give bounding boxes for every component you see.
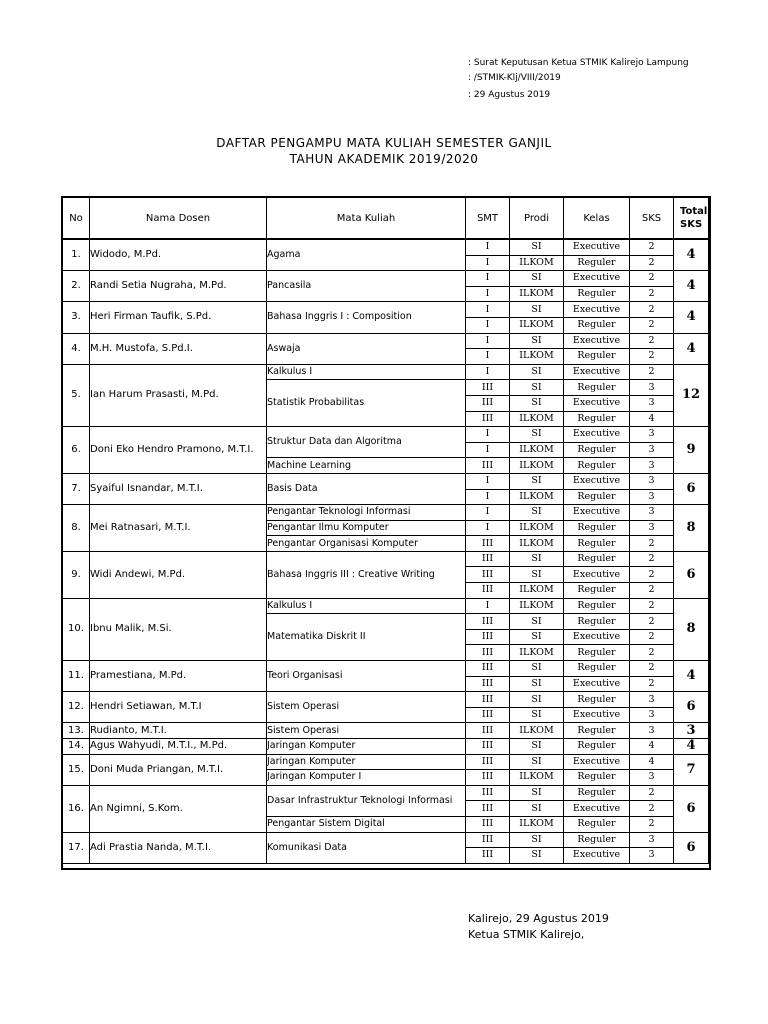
lecturer-name: Doni Eko Hendro Pramono, M.T.I.	[90, 427, 267, 474]
prodi-cell: SI	[510, 395, 564, 411]
sks-cell: 2	[630, 785, 674, 801]
semester-cell: III	[466, 692, 510, 708]
semester-cell: III	[466, 458, 510, 474]
kelas-cell: Reguler	[564, 661, 630, 677]
course-name: Jaringan Komputer	[267, 754, 466, 770]
prodi-cell: ILKOM	[510, 520, 564, 536]
row-number: 5.	[63, 364, 90, 426]
total-sks-cell: 8	[674, 505, 709, 552]
sks-cell: 2	[630, 317, 674, 333]
prodi-cell: SI	[510, 473, 564, 489]
semester-cell: I	[466, 489, 510, 505]
total-sks-cell: 4	[674, 271, 709, 302]
sks-cell: 2	[630, 816, 674, 832]
sks-cell: 3	[630, 692, 674, 708]
semester-cell: I	[466, 505, 510, 521]
lecturer-name: Hendri Setiawan, M.T.I	[90, 692, 267, 723]
row-number: 14.	[63, 739, 90, 755]
sks-cell: 2	[630, 286, 674, 302]
sks-cell: 2	[630, 598, 674, 614]
prodi-cell: SI	[510, 848, 564, 864]
total-sks-cell: 4	[674, 661, 709, 692]
semester-cell: I	[466, 271, 510, 287]
lecturer-name: Adi Prastia Nanda, M.T.I.	[90, 832, 267, 863]
lecturer-name: Heri Firman Taufik, S.Pd.	[90, 302, 267, 333]
prodi-cell: SI	[510, 692, 564, 708]
course-name: Komunikasi Data	[267, 832, 466, 863]
kelas-cell: Reguler	[564, 832, 630, 848]
prodi-cell: SI	[510, 661, 564, 677]
sks-cell: 2	[630, 536, 674, 552]
prodi-cell: SI	[510, 832, 564, 848]
lecturer-name: Randi Setia Nugraha, M.Pd.	[90, 271, 267, 302]
lecturer-name: Doni Muda Priangan, M.T.I.	[90, 754, 267, 785]
prodi-cell: SI	[510, 567, 564, 583]
kelas-cell: Executive	[564, 707, 630, 723]
course-name: Jaringan Komputer	[267, 739, 466, 755]
signature-place-date: Kalirejo, 29 Agustus 2019	[468, 912, 609, 925]
row-number: 4.	[63, 333, 90, 364]
sks-cell: 2	[630, 629, 674, 645]
total-sks-cell: 8	[674, 598, 709, 660]
sks-cell: 3	[630, 380, 674, 396]
row-number: 10.	[63, 598, 90, 660]
semester-cell: III	[466, 785, 510, 801]
lecturer-name: Widodo, M.Pd.	[90, 239, 267, 271]
course-name: Struktur Data dan Algoritma	[267, 427, 466, 458]
row-number: 8.	[63, 505, 90, 552]
kelas-cell: Executive	[564, 848, 630, 864]
semester-cell: I	[466, 302, 510, 318]
table-row	[63, 364, 709, 380]
kelas-cell: Executive	[564, 473, 630, 489]
semester-cell: I	[466, 317, 510, 333]
prodi-cell: ILKOM	[510, 723, 564, 739]
lecturer-name: Widi Andewi, M.Pd.	[90, 551, 267, 598]
kelas-cell: Reguler	[564, 411, 630, 427]
kelas-cell: Reguler	[564, 380, 630, 396]
col-header-kelas: Kelas	[564, 198, 630, 240]
prodi-cell: ILKOM	[510, 349, 564, 365]
semester-cell: I	[466, 349, 510, 365]
semester-cell: III	[466, 629, 510, 645]
table-row	[63, 473, 709, 489]
lecturer-name: Ibnu Malik, M.Si.	[90, 598, 267, 660]
total-sks-cell: 4	[674, 333, 709, 364]
semester-cell: III	[466, 676, 510, 692]
prodi-cell: ILKOM	[510, 645, 564, 661]
col-header-total-sks: Total SKS	[674, 198, 709, 240]
prodi-cell: ILKOM	[510, 583, 564, 599]
semester-cell: I	[466, 473, 510, 489]
total-sks-cell: 6	[674, 473, 709, 504]
lecturer-name: Pramestiana, M.Pd.	[90, 661, 267, 692]
sks-cell: 2	[630, 364, 674, 380]
semester-cell: III	[466, 567, 510, 583]
table-row	[63, 427, 709, 443]
prodi-cell: SI	[510, 785, 564, 801]
row-number: 1.	[63, 239, 90, 271]
prodi-cell: ILKOM	[510, 536, 564, 552]
table-row	[63, 271, 709, 287]
course-name: Agama	[267, 239, 466, 271]
course-name: Pancasila	[267, 271, 466, 302]
semester-cell: III	[466, 832, 510, 848]
table-header-row	[63, 198, 709, 240]
sks-cell: 3	[630, 723, 674, 739]
course-name: Dasar Infrastruktur Teknologi Informasi	[267, 785, 466, 816]
sks-cell: 3	[630, 458, 674, 474]
kelas-cell: Reguler	[564, 442, 630, 458]
kelas-cell: Reguler	[564, 614, 630, 630]
kelas-cell: Executive	[564, 505, 630, 521]
kelas-cell: Reguler	[564, 645, 630, 661]
lecturer-name: Ian Harum Prasasti, M.Pd.	[90, 364, 267, 426]
prodi-cell: SI	[510, 302, 564, 318]
semester-cell: I	[466, 598, 510, 614]
course-name: Sistem Operasi	[267, 692, 466, 723]
table-row	[63, 739, 709, 755]
prodi-cell: SI	[510, 707, 564, 723]
row-number: 9.	[63, 551, 90, 598]
kelas-cell: Reguler	[564, 317, 630, 333]
table-row	[63, 692, 709, 708]
total-sks-cell: 12	[674, 364, 709, 426]
table-row	[63, 302, 709, 318]
table-row	[63, 723, 709, 739]
table-row	[63, 661, 709, 677]
sks-cell: 3	[630, 707, 674, 723]
prodi-cell: SI	[510, 505, 564, 521]
sks-cell: 2	[630, 239, 674, 255]
total-sks-cell: 6	[674, 832, 709, 863]
row-number: 16.	[63, 785, 90, 832]
prodi-cell: SI	[510, 614, 564, 630]
prodi-cell: SI	[510, 364, 564, 380]
col-header-no: No	[63, 198, 90, 240]
table-row	[63, 754, 709, 770]
course-name: Pengantar Teknologi Informasi	[267, 505, 466, 521]
kelas-cell: Executive	[564, 302, 630, 318]
total-sks-cell: 9	[674, 427, 709, 474]
semester-cell: III	[466, 707, 510, 723]
course-name: Pengantar Ilmu Komputer	[267, 520, 466, 536]
sks-cell: 4	[630, 754, 674, 770]
prodi-cell: SI	[510, 427, 564, 443]
prodi-cell: SI	[510, 801, 564, 817]
col-header-sks: SKS	[630, 198, 674, 240]
lecturer-assignment-table	[62, 197, 709, 864]
col-header-mata-kuliah: Mata Kuliah	[267, 198, 466, 240]
total-sks-cell: 4	[674, 739, 709, 755]
sks-cell: 2	[630, 676, 674, 692]
prodi-cell: ILKOM	[510, 411, 564, 427]
kelas-cell: Reguler	[564, 723, 630, 739]
row-number: 17.	[63, 832, 90, 863]
course-name: Pengantar Sistem Digital	[267, 816, 466, 832]
semester-cell: III	[466, 739, 510, 755]
table-row	[63, 832, 709, 848]
kelas-cell: Executive	[564, 395, 630, 411]
kelas-cell: Executive	[564, 629, 630, 645]
prodi-cell: SI	[510, 676, 564, 692]
kelas-cell: Executive	[564, 676, 630, 692]
semester-cell: I	[466, 364, 510, 380]
document-subtitle: TAHUN AKADEMIK 2019/2020	[289, 152, 479, 166]
semester-cell: I	[466, 333, 510, 349]
decree-number: : /STMIK-Klj/VIII/2019	[468, 73, 561, 83]
kelas-cell: Reguler	[564, 551, 630, 567]
semester-cell: III	[466, 551, 510, 567]
kelas-cell: Reguler	[564, 739, 630, 755]
course-name: Basis Data	[267, 473, 466, 504]
kelas-cell: Reguler	[564, 286, 630, 302]
semester-cell: I	[466, 255, 510, 271]
semester-cell: III	[466, 801, 510, 817]
row-number: 2.	[63, 271, 90, 302]
row-number: 6.	[63, 427, 90, 474]
prodi-cell: SI	[510, 551, 564, 567]
prodi-cell: SI	[510, 754, 564, 770]
total-sks-cell: 4	[674, 239, 709, 271]
sks-cell: 2	[630, 583, 674, 599]
sks-cell: 2	[630, 661, 674, 677]
document-title: DAFTAR PENGAMPU MATA KULIAH SEMESTER GANJIL	[216, 136, 552, 150]
semester-cell: I	[466, 520, 510, 536]
sks-cell: 3	[630, 395, 674, 411]
course-name: Statistik Probabilitas	[267, 380, 466, 427]
semester-cell: III	[466, 848, 510, 864]
semester-cell: III	[466, 380, 510, 396]
kelas-cell: Executive	[564, 567, 630, 583]
course-name: Sistem Operasi	[267, 723, 466, 739]
total-sks-cell: 7	[674, 754, 709, 785]
decree-reference: : Surat Keputusan Ketua STMIK Kalirejo Lampung	[468, 58, 689, 68]
kelas-cell: Reguler	[564, 785, 630, 801]
sks-cell: 3	[630, 848, 674, 864]
course-name: Aswaja	[267, 333, 466, 364]
sks-cell: 3	[630, 489, 674, 505]
total-sks-cell: 3	[674, 723, 709, 739]
semester-cell: III	[466, 770, 510, 786]
sks-cell: 2	[630, 302, 674, 318]
sks-cell: 3	[630, 770, 674, 786]
sks-cell: 3	[630, 442, 674, 458]
sks-cell: 3	[630, 427, 674, 443]
semester-cell: I	[466, 286, 510, 302]
prodi-cell: SI	[510, 739, 564, 755]
prodi-cell: SI	[510, 271, 564, 287]
lecturer-name: Syaiful Isnandar, M.T.I.	[90, 473, 267, 504]
table-row	[63, 239, 709, 255]
row-number: 12.	[63, 692, 90, 723]
prodi-cell: ILKOM	[510, 442, 564, 458]
course-name: Bahasa Inggris III : Creative Writing	[267, 551, 466, 598]
sks-cell: 3	[630, 505, 674, 521]
semester-cell: I	[466, 427, 510, 443]
prodi-cell: ILKOM	[510, 458, 564, 474]
decree-date: : 29 Agustus 2019	[468, 90, 551, 100]
row-number: 15.	[63, 754, 90, 785]
semester-cell: I	[466, 239, 510, 255]
total-sks-cell: 6	[674, 692, 709, 723]
sks-cell: 2	[630, 801, 674, 817]
kelas-cell: Executive	[564, 333, 630, 349]
prodi-cell: ILKOM	[510, 816, 564, 832]
kelas-cell: Reguler	[564, 520, 630, 536]
total-sks-cell: 6	[674, 785, 709, 832]
kelas-cell: Reguler	[564, 255, 630, 271]
total-sks-cell: 4	[674, 302, 709, 333]
row-number: 7.	[63, 473, 90, 504]
sks-cell: 2	[630, 349, 674, 365]
sks-cell: 2	[630, 255, 674, 271]
col-header-nama-dosen: Nama Dosen	[90, 198, 267, 240]
lecturer-name: Rudianto, M.T.I.	[90, 723, 267, 739]
prodi-cell: ILKOM	[510, 489, 564, 505]
kelas-cell: Executive	[564, 364, 630, 380]
prodi-cell: ILKOM	[510, 317, 564, 333]
table-body	[63, 239, 709, 863]
semester-cell: III	[466, 645, 510, 661]
semester-cell: III	[466, 614, 510, 630]
prodi-cell: ILKOM	[510, 286, 564, 302]
sks-cell: 2	[630, 614, 674, 630]
sks-cell: 2	[630, 271, 674, 287]
table-row	[63, 505, 709, 521]
row-number: 3.	[63, 302, 90, 333]
kelas-cell: Reguler	[564, 536, 630, 552]
lecturer-name: Mei Ratnasari, M.T.I.	[90, 505, 267, 552]
signature-title: Ketua STMIK Kalirejo,	[468, 928, 585, 941]
semester-cell: III	[466, 583, 510, 599]
semester-cell: III	[466, 395, 510, 411]
semester-cell: III	[466, 723, 510, 739]
semester-cell: III	[466, 816, 510, 832]
kelas-cell: Reguler	[564, 349, 630, 365]
table-row	[63, 551, 709, 567]
sks-cell: 2	[630, 645, 674, 661]
table-row	[63, 598, 709, 614]
prodi-cell: SI	[510, 333, 564, 349]
kelas-cell: Reguler	[564, 770, 630, 786]
row-number: 13.	[63, 723, 90, 739]
prodi-cell: SI	[510, 629, 564, 645]
course-name: Kalkulus I	[267, 364, 466, 380]
prodi-cell: ILKOM	[510, 598, 564, 614]
sks-cell: 4	[630, 411, 674, 427]
course-name: Matematika Diskrit II	[267, 614, 466, 661]
col-header-prodi: Prodi	[510, 198, 564, 240]
semester-cell: III	[466, 536, 510, 552]
sks-cell: 3	[630, 520, 674, 536]
semester-cell: I	[466, 442, 510, 458]
prodi-cell: ILKOM	[510, 255, 564, 271]
kelas-cell: Reguler	[564, 692, 630, 708]
prodi-cell: ILKOM	[510, 770, 564, 786]
course-name: Bahasa Inggris I : Composition	[267, 302, 466, 333]
prodi-cell: SI	[510, 380, 564, 396]
course-name: Teori Organisasi	[267, 661, 466, 692]
sks-cell: 3	[630, 473, 674, 489]
sks-cell: 4	[630, 739, 674, 755]
kelas-cell: Executive	[564, 271, 630, 287]
kelas-cell: Reguler	[564, 583, 630, 599]
lecturer-name: M.H. Mustofa, S.Pd.I.	[90, 333, 267, 364]
course-name: Kalkulus I	[267, 598, 466, 614]
course-name: Pengantar Organisasi Komputer	[267, 536, 466, 552]
semester-cell: III	[466, 754, 510, 770]
sks-cell: 3	[630, 832, 674, 848]
course-name: Machine Learning	[267, 458, 466, 474]
kelas-cell: Reguler	[564, 598, 630, 614]
semester-cell: III	[466, 661, 510, 677]
kelas-cell: Reguler	[564, 816, 630, 832]
kelas-cell: Executive	[564, 427, 630, 443]
lecturer-name: Agus Wahyudi, M.T.I., M.Pd.	[90, 739, 267, 755]
kelas-cell: Executive	[564, 239, 630, 255]
kelas-cell: Executive	[564, 801, 630, 817]
lecturer-name: An Ngimni, S.Kom.	[90, 785, 267, 832]
total-sks-cell: 6	[674, 551, 709, 598]
table-row	[63, 785, 709, 801]
prodi-cell: SI	[510, 239, 564, 255]
kelas-cell: Reguler	[564, 458, 630, 474]
table-row	[63, 333, 709, 349]
sks-cell: 2	[630, 567, 674, 583]
sks-cell: 2	[630, 551, 674, 567]
sks-cell: 2	[630, 333, 674, 349]
col-header-smt: SMT	[466, 198, 510, 240]
kelas-cell: Reguler	[564, 489, 630, 505]
row-number: 11.	[63, 661, 90, 692]
kelas-cell: Executive	[564, 754, 630, 770]
semester-cell: III	[466, 411, 510, 427]
course-name: Jaringan Komputer I	[267, 770, 466, 786]
